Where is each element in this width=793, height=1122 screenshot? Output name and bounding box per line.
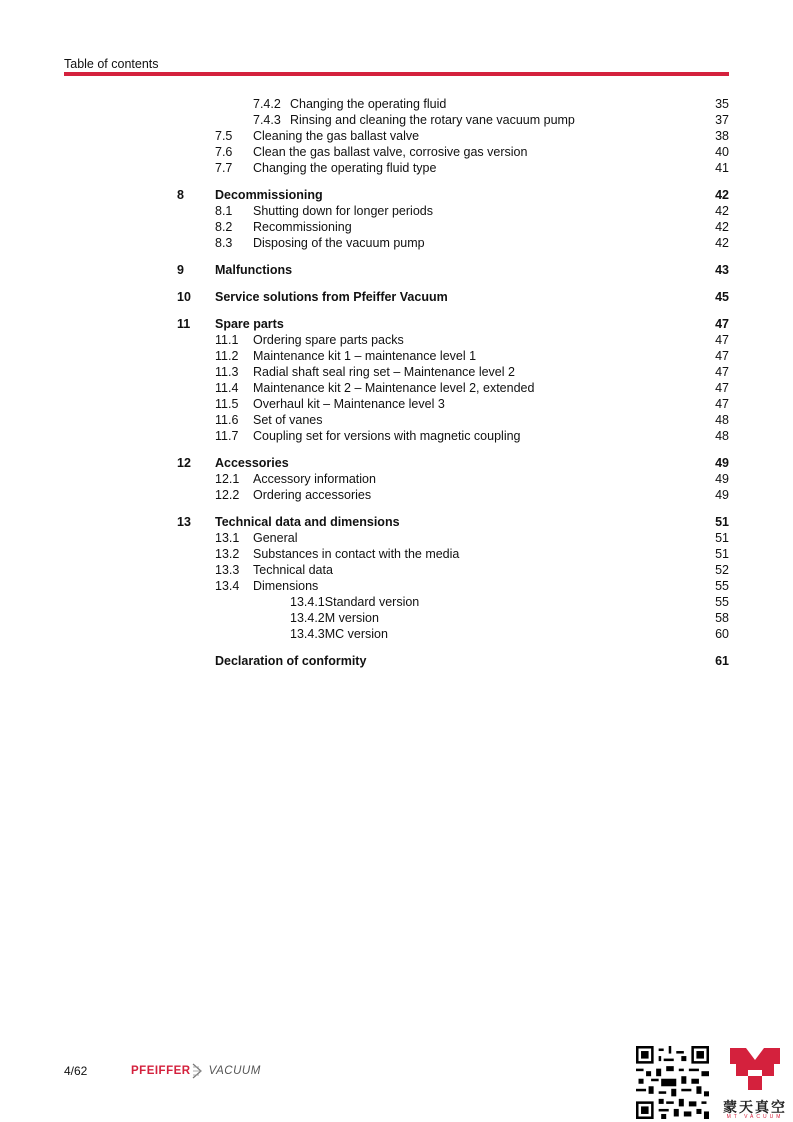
toc-entry-number: 9 [177,263,184,277]
toc-entry[interactable] [0,160,793,176]
toc-entry-page: 42 [715,236,729,250]
toc-entry-page: 47 [715,317,729,331]
toc-entry-page: 42 [715,204,729,218]
toc-entry-number: 13.1 [215,531,240,545]
pfeiffer-logo [131,1062,261,1080]
toc-entry-page: 51 [715,547,729,561]
toc-entry[interactable] [0,219,793,235]
toc-entry-page: 48 [715,413,729,427]
toc-entry-title: Set of vanes [253,413,323,427]
toc-entry-title: Dimensions [253,579,319,593]
toc-entry-number: 11.3 [215,365,239,379]
toc-entry-number: 8.2 [215,220,233,234]
toc-entry[interactable] [0,514,793,530]
toc-entry-title: Accessory information [253,472,376,486]
toc-entry-page: 49 [715,472,729,486]
toc-entry-page: 37 [715,113,729,127]
toc-entry-number: 13.3 [215,563,240,577]
toc-entry-page: 35 [715,97,729,111]
toc-entry-page: 45 [715,290,729,304]
toc-entry-title: Technical data and dimensions [215,515,400,529]
toc-entry-number: 11.1 [215,333,239,347]
toc-entry-title: Declaration of conformity [215,654,367,668]
toc-entry-title: Changing the operating fluid type [253,161,437,175]
toc-entry-page: 47 [715,381,729,395]
toc-entry[interactable] [0,364,793,380]
toc-entry-title: Recommissioning [253,220,352,234]
toc-entry-number: 7.5 [215,129,233,143]
toc-entry-number: 7.7 [215,161,233,175]
toc-entry-page: 51 [715,531,729,545]
logo-divider-icon [191,1063,205,1079]
toc-entry[interactable] [0,653,793,669]
toc-entry-page: 58 [715,611,729,625]
header-rule [64,72,729,76]
toc-entry-title: Changing the operating fluid [290,97,447,111]
toc-entry-title: 13.4.3MC version [290,627,388,641]
toc-entry-title: Maintenance kit 1 – maintenance level 1 [253,349,477,363]
pfeiffer-brand-text: PFEIFFER [131,1065,191,1077]
mt-vacuum-english-name: MT VACUUM [726,1114,784,1120]
toc-entry-page: 42 [715,220,729,234]
toc-entry[interactable] [0,455,793,471]
toc-entry-number: 11.2 [215,349,239,363]
toc-entry-title: Malfunctions [215,263,293,277]
toc-entry-number: 11 [177,317,191,331]
page-header-title: Table of contents [64,57,159,71]
toc-entry-number: 13.4 [215,579,240,593]
toc-entry-number: 7.6 [215,145,233,159]
toc-entry[interactable] [0,626,793,642]
toc-entry[interactable] [0,128,793,144]
toc-entry-page: 55 [715,579,729,593]
toc-entry[interactable] [0,428,793,444]
toc-entry[interactable] [0,112,793,128]
toc-entry-number: 11.6 [215,413,239,427]
toc-entry-page: 47 [715,397,729,411]
toc-entry[interactable] [0,546,793,562]
toc-entry-title: Coupling set for versions with magnetic coupling [253,429,521,443]
toc-entry-page: 48 [715,429,729,443]
toc-entry[interactable] [0,594,793,610]
toc-entry[interactable] [0,262,793,278]
toc-entry[interactable] [0,348,793,364]
toc-entry-page: 51 [715,515,729,529]
toc-entry-page: 60 [715,627,729,641]
toc-entry-page: 49 [715,488,729,502]
toc-entry-number: 7.4.3 [253,113,281,127]
toc-entry-title: Cleaning the gas ballast valve [253,129,420,143]
toc-entry-title: Maintenance kit 2 – Maintenance level 2, extended [253,381,535,395]
toc-entry[interactable] [0,530,793,546]
toc-entry-title: General [253,531,298,545]
toc-entry[interactable] [0,144,793,160]
toc-entry-number: 11.5 [215,397,239,411]
toc-entry-title: 13.4.2M version [290,611,379,625]
toc-entry-page: 38 [715,129,729,143]
toc-entry[interactable] [0,487,793,503]
toc-entry-number: 8.3 [215,236,233,250]
toc-entry-title: Service solutions from Pfeiffer Vacuum [215,290,448,304]
toc-entry[interactable] [0,289,793,305]
toc-entry[interactable] [0,412,793,428]
toc-entry-page: 40 [715,145,729,159]
toc-entry-title: Spare parts [215,317,284,331]
toc-entry-title: Overhaul kit – Maintenance level 3 [253,397,445,411]
mt-vacuum-chinese-name: 蒙天真空 [723,1099,787,1115]
toc-entry-number: 10 [177,290,191,304]
toc-entry-page: 43 [715,263,729,277]
toc-entry-page: 47 [715,333,729,347]
toc-entry-number: 12.1 [215,472,240,486]
toc-entry-number: 8 [177,188,184,202]
toc-entry-title: Disposing of the vacuum pump [253,236,425,250]
toc-entry-title: 13.4.1Standard version [290,595,420,609]
toc-entry-title: Ordering spare parts packs [253,333,404,347]
toc-entry-page: 49 [715,456,729,470]
toc-entry[interactable] [0,332,793,348]
toc-entry[interactable] [0,235,793,251]
toc-entry[interactable] [0,562,793,578]
toc-entry[interactable] [0,578,793,594]
toc-entry-title: Clean the gas ballast valve, corrosive gas version [253,145,528,159]
toc-entry-title: Decommissioning [215,188,323,202]
toc-entry-title: Ordering accessories [253,488,372,502]
toc-entry-title: Rinsing and cleaning the rotary vane vacuum pump [290,113,575,127]
toc-entry-number: 13.2 [215,547,240,561]
toc-entry-page: 61 [715,654,729,668]
vacuum-brand-text: VACUUM [208,1065,261,1077]
toc-entry-number: 8.1 [215,204,233,218]
toc-entry-title: Radial shaft seal ring set – Maintenance level 2 [253,365,515,379]
toc-entry[interactable] [0,380,793,396]
toc-entry-page: 47 [715,365,729,379]
toc-entry-title: Substances in contact with the media [253,547,460,561]
toc-entry[interactable] [0,203,793,219]
qr-code-icon [636,1046,709,1119]
page-number: 4/62 [64,1064,88,1078]
toc-entry[interactable] [0,96,793,112]
toc-entry-page: 41 [715,161,729,175]
toc-entry-title: Shutting down for longer periods [253,204,433,218]
toc-entry-number: 12.2 [215,488,240,502]
toc-entry[interactable] [0,610,793,626]
toc-entry[interactable] [0,316,793,332]
toc-entry[interactable] [0,396,793,412]
toc-entry-number: 12 [177,456,191,470]
toc-entry-page: 52 [715,563,729,577]
toc-entry-page: 42 [715,188,729,202]
toc-entry-page: 55 [715,595,729,609]
toc-entry[interactable] [0,187,793,203]
toc-entry-number: 11.4 [215,381,239,395]
toc-entry-number: 7.4.2 [253,97,281,111]
toc-entry[interactable] [0,471,793,487]
toc-entry-title: Technical data [253,563,333,577]
toc-entry-number: 13 [177,515,191,529]
toc-entry-title: Accessories [215,456,289,470]
toc-entry-page: 47 [715,349,729,363]
toc-entry-number: 11.7 [215,429,239,443]
